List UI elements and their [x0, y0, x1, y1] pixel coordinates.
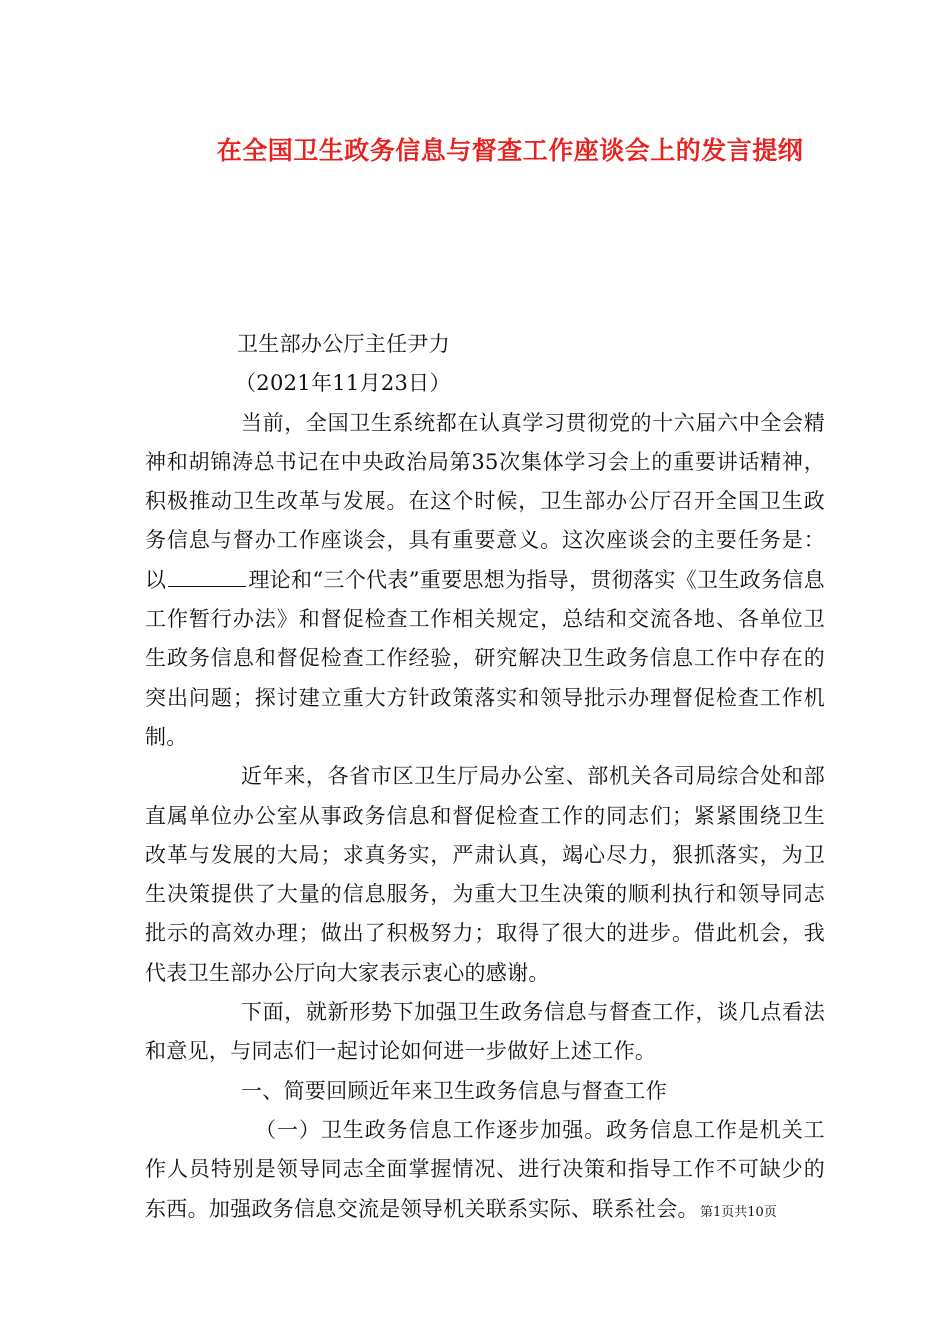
paragraph-1	[145, 404, 825, 758]
paragraph-1-part-b: 理论和“三个代表”重要思想为指导，贯彻落实《卫生政务信息工作暂行办法》和督促检查工作相关规定，总结和交流各地、各单位卫生政务信息和督促检查工作经验，研究解决卫生政务信息工作中存在的突出问题；探讨建立重大方针政策落实和领导批示办理督促检查工作机制。	[145, 567, 825, 749]
paragraph-1-part-a: 当前，全国卫生系统都在认真学习贯彻党的十六届六中全会精神和胡锦涛总书记在中央政治局第35次集体学习会上的重要讲话精神，积极推动卫生改革与发展。在这个时候，卫生部办公厅召开全国卫生政务信息与督办工作座谈会，具有重要意义。这次座谈会的主要任务是：以	[145, 410, 825, 592]
paragraph-2: 近年来，各省市区卫生厅局办公室、部机关各司局综合处和部直属单位办公室从事政务信息和督促检查工作的同志们；紧紧围绕卫生改革与发展的大局；求真务实，严肃认真，竭心尽力，狠抓落实，为卫生决策提供了大量的信息服务，为重大卫生决策的顺利执行和领导同志批示的高效办理；做出了积极努力；取得了很大的进步。借此机会，我代表卫生部办公厅向大家表示衷心的感谢。	[145, 764, 825, 985]
paragraph-4: （一）卫生政务信息工作逐步加强。政务信息工作是机关工作人员特别是领导同志全面掌握情况、进行决策和指导工作不可缺少的东西。加强政务信息交流是领导机关联系实际、联系社会。	[145, 1117, 825, 1221]
date-line: （2021年11月23日）	[235, 371, 451, 396]
document-title: 在全国卫生政务信息与督查工作座谈会上的发言提纲	[216, 136, 804, 165]
paragraph-3: 下面，就新形势下加强卫生政务信息与督查工作，谈几点看法和意见，与同志们一起讨论如何进一步做好上述工作。	[145, 1000, 825, 1064]
document-body	[145, 325, 825, 1229]
page-number-footer: 第1页共10页	[700, 1205, 777, 1220]
author-line: 卫生部办公厅主任尹力	[237, 332, 450, 356]
fill-in-blank	[168, 568, 246, 587]
section-heading-1: 一、简要回顾近年来卫生政务信息与督查工作	[241, 1078, 667, 1103]
